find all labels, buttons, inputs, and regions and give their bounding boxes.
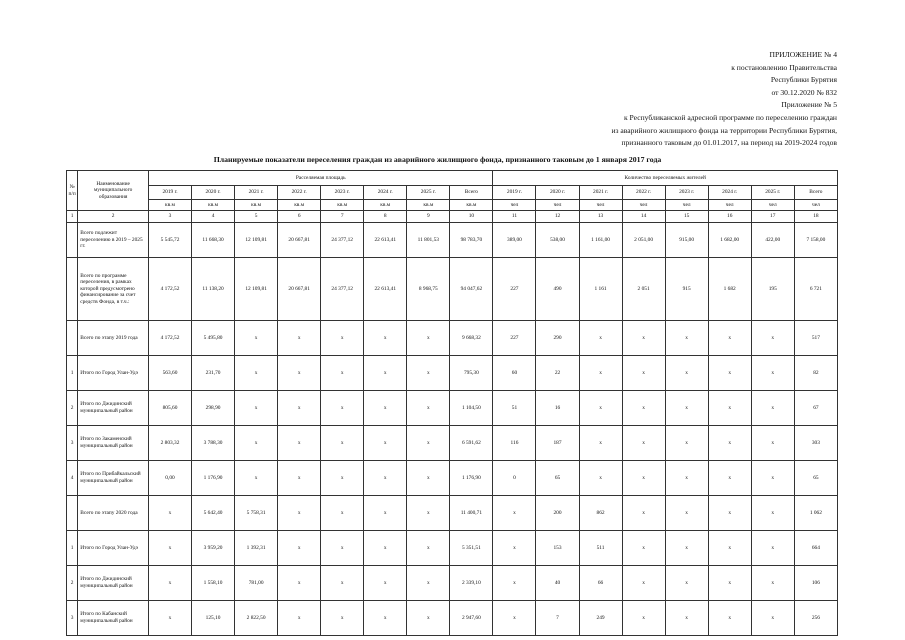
people-value-cell: 1 161 — [579, 258, 622, 321]
header-unit-cell: чел — [493, 200, 536, 211]
header-unit-cell: чел — [622, 200, 665, 211]
header-year-cell: 2021 г. — [235, 186, 278, 200]
people-value-cell: x — [751, 531, 794, 566]
row-name-cell: Итого по Закаменский муниципальный район — [78, 426, 149, 461]
area-value-cell: 11 668,30 — [192, 223, 235, 258]
people-value-cell: x — [579, 391, 622, 426]
header-unit-cell: кв.м — [321, 200, 364, 211]
column-number-cell: 9 — [407, 211, 450, 223]
row-num-cell — [67, 496, 78, 531]
row-num-cell: 2 — [67, 566, 78, 601]
people-value-cell: 82 — [794, 356, 837, 391]
people-value-cell: 195 — [751, 258, 794, 321]
people-value-cell: 664 — [794, 531, 837, 566]
header-year-cell: 2021 г. — [579, 186, 622, 200]
row-name-cell: Итого по Джидинский муниципальный район — [78, 566, 149, 601]
table-row — [67, 426, 838, 461]
people-value-cell: 1 062 — [794, 496, 837, 531]
people-value-cell: x — [622, 496, 665, 531]
people-value-cell: 65 — [536, 461, 579, 496]
header-year-cell: 2022 г. — [278, 186, 321, 200]
people-value-cell: x — [751, 461, 794, 496]
people-value-cell: x — [665, 601, 708, 636]
row-name-cell: Итого по Кабанский муниципальный район — [78, 601, 149, 636]
table-row — [67, 223, 838, 258]
document-title: Планируемые показатели переселения граждан из аварийного жилищного фонда, признанного таковым до 1 января 2017 года — [213, 155, 662, 164]
people-value-cell: 60 — [493, 356, 536, 391]
row-num-cell: 3 — [67, 426, 78, 461]
column-number-cell: 11 — [493, 211, 536, 223]
people-value-cell: 65 — [794, 461, 837, 496]
header-row — [67, 171, 838, 186]
people-value-cell: x — [665, 566, 708, 601]
area-value-cell: x — [278, 601, 321, 636]
header-unit-cell: чел — [794, 200, 837, 211]
column-number-cell: 3 — [149, 211, 192, 223]
people-value-cell: x — [751, 496, 794, 531]
people-value-cell: x — [751, 356, 794, 391]
area-value-cell: x — [407, 601, 450, 636]
area-value-cell: 24 377,12 — [321, 258, 364, 321]
header-year-cell: Всего — [450, 186, 493, 200]
row-num-cell: 4 — [67, 461, 78, 496]
header-years-row — [67, 186, 838, 200]
header-line: к Республиканской адресной программе по переселению граждан — [623, 112, 837, 122]
column-number-cell: 18 — [794, 211, 837, 223]
people-value-cell: x — [579, 321, 622, 356]
people-value-cell: x — [751, 426, 794, 461]
people-value-cell: 22 — [536, 356, 579, 391]
document-header — [457, 49, 837, 150]
people-value-cell: x — [622, 426, 665, 461]
row-num-cell — [67, 258, 78, 321]
area-value-cell: 22 613,41 — [364, 258, 407, 321]
area-value-cell: x — [321, 426, 364, 461]
header-year-cell: 2024 г. — [708, 186, 751, 200]
row-num-cell — [67, 223, 78, 258]
people-value-cell: 422,00 — [751, 223, 794, 258]
area-value-cell: x — [235, 356, 278, 391]
area-value-cell: 5 495,80 — [192, 321, 235, 356]
area-value-cell: 11 400,71 — [450, 496, 493, 531]
area-value-cell: 781,00 — [235, 566, 278, 601]
people-value-cell: x — [751, 601, 794, 636]
people-value-cell: 16 — [536, 391, 579, 426]
area-value-cell: 6 591,62 — [450, 426, 493, 461]
table-row — [67, 258, 838, 321]
area-value-cell: 5 642,40 — [192, 496, 235, 531]
area-value-cell: x — [321, 356, 364, 391]
people-value-cell: 915 — [665, 258, 708, 321]
area-value-cell: x — [278, 566, 321, 601]
area-value-cell: x — [278, 321, 321, 356]
header-unit-cell: кв.м — [235, 200, 278, 211]
column-number-cell: 7 — [321, 211, 364, 223]
header-unit-cell: чел — [751, 200, 794, 211]
header-year-cell: 2024 г. — [364, 186, 407, 200]
area-value-cell: x — [407, 426, 450, 461]
people-value-cell: x — [622, 566, 665, 601]
row-num-cell: 2 — [67, 391, 78, 426]
area-value-cell: x — [407, 321, 450, 356]
area-value-cell: 20 667,81 — [278, 258, 321, 321]
people-value-cell: 200 — [536, 496, 579, 531]
area-value-cell: 805,60 — [149, 391, 192, 426]
people-value-cell: x — [622, 531, 665, 566]
area-value-cell: x — [364, 566, 407, 601]
people-value-cell: 538,00 — [536, 223, 579, 258]
area-value-cell: x — [321, 321, 364, 356]
table-row — [67, 601, 838, 636]
people-value-cell: x — [708, 461, 751, 496]
area-value-cell: 12 109,81 — [235, 258, 278, 321]
people-value-cell: 290 — [536, 321, 579, 356]
column-number-cell: 8 — [364, 211, 407, 223]
people-value-cell: x — [622, 601, 665, 636]
people-value-cell: x — [665, 356, 708, 391]
people-value-cell: 0 — [493, 461, 536, 496]
area-value-cell: 20 667,81 — [278, 223, 321, 258]
area-value-cell: 8 968,75 — [407, 258, 450, 321]
row-name-cell: Итого по Город Улан-Удэ — [78, 356, 149, 391]
column-number-cell: 10 — [450, 211, 493, 223]
people-value-cell: x — [493, 496, 536, 531]
header-year-cell: 2025 г. — [751, 186, 794, 200]
area-value-cell: 2 947,60 — [450, 601, 493, 636]
area-value-cell: x — [407, 391, 450, 426]
area-value-cell: x — [407, 496, 450, 531]
people-value-cell: 40 — [536, 566, 579, 601]
people-value-cell: x — [579, 356, 622, 391]
people-value-cell: 1 682 — [708, 258, 751, 321]
people-value-cell: x — [751, 321, 794, 356]
header-unit-cell: кв.м — [192, 200, 235, 211]
row-num-cell — [67, 321, 78, 356]
area-value-cell: 9 668,32 — [450, 321, 493, 356]
column-number-cell: 2 — [78, 211, 149, 223]
area-value-cell: 3 959,20 — [192, 531, 235, 566]
people-value-cell: 490 — [536, 258, 579, 321]
area-value-cell: 2 822,50 — [235, 601, 278, 636]
area-value-cell: x — [321, 461, 364, 496]
area-value-cell: x — [407, 566, 450, 601]
area-value-cell: x — [321, 531, 364, 566]
area-value-cell: 1 176,90 — [450, 461, 493, 496]
people-value-cell: 7 — [536, 601, 579, 636]
people-value-cell: x — [665, 531, 708, 566]
area-value-cell: 0,00 — [149, 461, 192, 496]
area-value-cell: x — [407, 356, 450, 391]
area-value-cell: 1 176,90 — [192, 461, 235, 496]
area-value-cell: x — [364, 496, 407, 531]
header-year-cell: 2023 г. — [321, 186, 364, 200]
people-value-cell: x — [665, 391, 708, 426]
area-value-cell: x — [321, 496, 364, 531]
row-name-cell: Всего по программе переселения, в рамках которой предусмотрено финансирование за счет средств Фонда, в т.ч.: — [78, 258, 149, 321]
area-value-cell: 94 047,62 — [450, 258, 493, 321]
people-value-cell: x — [708, 321, 751, 356]
column-number-cell: 12 — [536, 211, 579, 223]
area-value-cell: x — [364, 531, 407, 566]
header-name-cell: Наименование муниципального образования — [78, 171, 149, 211]
people-value-cell: 6 721 — [794, 258, 837, 321]
column-number-cell: 13 — [579, 211, 622, 223]
header-unit-cell: кв.м — [450, 200, 493, 211]
people-value-cell: x — [622, 391, 665, 426]
people-value-cell: x — [493, 566, 536, 601]
area-value-cell: 298,90 — [192, 391, 235, 426]
table-row — [67, 566, 838, 601]
people-value-cell: x — [665, 321, 708, 356]
people-value-cell: x — [751, 566, 794, 601]
people-value-cell: 915,00 — [665, 223, 708, 258]
table-row — [67, 461, 838, 496]
header-line: Республики Бурятия — [770, 75, 837, 85]
people-value-cell: 1 161,00 — [579, 223, 622, 258]
people-value-cell: x — [579, 461, 622, 496]
people-value-cell: 303 — [794, 426, 837, 461]
header-year-cell: 2019 г. — [149, 186, 192, 200]
area-value-cell: 1 392,31 — [235, 531, 278, 566]
people-value-cell: x — [493, 601, 536, 636]
people-value-cell: x — [708, 566, 751, 601]
people-value-cell: 511 — [579, 531, 622, 566]
area-value-cell: 1 104,50 — [450, 391, 493, 426]
header-people-group: Количество переселяемых жителей — [493, 171, 838, 186]
people-value-cell: 67 — [794, 391, 837, 426]
people-value-cell: x — [579, 426, 622, 461]
people-value-cell: x — [708, 391, 751, 426]
row-name-cell: Всего подлежит переселению в 2019 – 2025 гг. — [78, 223, 149, 258]
area-value-cell: x — [278, 461, 321, 496]
row-num-cell: 1 — [67, 531, 78, 566]
area-value-cell: 11 801,53 — [407, 223, 450, 258]
header-line: ПРИЛОЖЕНИЕ № 4 — [769, 50, 837, 59]
area-value-cell: x — [278, 531, 321, 566]
table-row — [67, 531, 838, 566]
area-value-cell: x — [149, 566, 192, 601]
area-value-cell: 22 613,41 — [364, 223, 407, 258]
area-value-cell: 11 138,20 — [192, 258, 235, 321]
row-num-cell: 3 — [67, 601, 78, 636]
area-value-cell: 563,60 — [149, 356, 192, 391]
people-value-cell: 2 051,00 — [622, 223, 665, 258]
people-value-cell: x — [708, 426, 751, 461]
area-value-cell: 12 109,81 — [235, 223, 278, 258]
people-value-cell: x — [665, 461, 708, 496]
area-value-cell: x — [321, 566, 364, 601]
header-area-group: Расселяемая площадь — [149, 171, 493, 186]
area-value-cell: 231,70 — [192, 356, 235, 391]
row-name-cell: Всего по этапу 2020 года — [78, 496, 149, 531]
area-value-cell: x — [364, 426, 407, 461]
column-number-cell: 14 — [622, 211, 665, 223]
area-value-cell: x — [278, 426, 321, 461]
people-value-cell: 227 — [493, 321, 536, 356]
people-value-cell: x — [708, 531, 751, 566]
header-year-cell: 2022 г. — [622, 186, 665, 200]
column-number-cell: 6 — [278, 211, 321, 223]
people-value-cell: x — [493, 531, 536, 566]
people-value-cell: 116 — [493, 426, 536, 461]
area-value-cell: x — [364, 321, 407, 356]
column-number-cell: 15 — [665, 211, 708, 223]
column-numbers-row — [67, 211, 838, 223]
people-value-cell: 66 — [579, 566, 622, 601]
area-value-cell: 98 783,70 — [450, 223, 493, 258]
column-number-cell: 1 — [67, 211, 78, 223]
people-value-cell: 2 051 — [622, 258, 665, 321]
people-value-cell: x — [751, 391, 794, 426]
area-value-cell: 24 377,12 — [321, 223, 364, 258]
row-name-cell: Итого по Прибайкальский муниципальный район — [78, 461, 149, 496]
area-value-cell: 125,10 — [192, 601, 235, 636]
area-value-cell: x — [407, 531, 450, 566]
people-value-cell: 106 — [794, 566, 837, 601]
row-name-cell: Всего по этапу 2019 года — [78, 321, 149, 356]
header-unit-cell: чел — [708, 200, 751, 211]
area-value-cell: 4 172,52 — [149, 321, 192, 356]
people-value-cell: 187 — [536, 426, 579, 461]
header-line: из аварийного жилищного фонда на территории Республики Бурятия, — [611, 125, 837, 135]
area-value-cell: 5 758,31 — [235, 496, 278, 531]
table-row — [67, 321, 838, 356]
people-value-cell: x — [622, 321, 665, 356]
people-value-cell: 389,00 — [493, 223, 536, 258]
people-value-cell: x — [665, 496, 708, 531]
header-unit-cell: кв.м — [278, 200, 321, 211]
header-year-cell: 2025 г. — [407, 186, 450, 200]
area-value-cell: x — [364, 601, 407, 636]
header-unit-cell: кв.м — [407, 200, 450, 211]
people-value-cell: x — [665, 426, 708, 461]
area-value-cell: 5 545,72 — [149, 223, 192, 258]
people-value-cell: x — [622, 461, 665, 496]
people-value-cell: x — [708, 601, 751, 636]
area-value-cell: x — [407, 461, 450, 496]
area-value-cell: 1 558,10 — [192, 566, 235, 601]
header-num-cell: № п/п — [67, 171, 78, 211]
people-value-cell: 517 — [794, 321, 837, 356]
table-row — [67, 496, 838, 531]
area-value-cell: x — [364, 461, 407, 496]
area-value-cell: x — [149, 531, 192, 566]
people-value-cell: 153 — [536, 531, 579, 566]
header-line: к постановлению Правительства — [731, 62, 837, 72]
area-value-cell: 2 339,10 — [450, 566, 493, 601]
people-value-cell: 7 158,00 — [794, 223, 837, 258]
header-year-cell: Всего — [794, 186, 837, 200]
area-value-cell: x — [321, 601, 364, 636]
column-number-cell: 4 — [192, 211, 235, 223]
area-value-cell: x — [278, 391, 321, 426]
header-year-cell: 2019 г. — [493, 186, 536, 200]
area-value-cell: x — [235, 391, 278, 426]
header-year-cell: 2020 г. — [192, 186, 235, 200]
area-value-cell: 4 172,52 — [149, 258, 192, 321]
column-number-cell: 5 — [235, 211, 278, 223]
header-unit-cell: кв.м — [149, 200, 192, 211]
area-value-cell: x — [364, 391, 407, 426]
area-value-cell: x — [149, 496, 192, 531]
header-unit-cell: кв.м — [364, 200, 407, 211]
area-value-cell: 795,30 — [450, 356, 493, 391]
people-value-cell: x — [622, 356, 665, 391]
header-line: Приложение № 5 — [781, 100, 837, 110]
table-row — [67, 391, 838, 426]
header-year-cell: 2023 г. — [665, 186, 708, 200]
people-value-cell: 1 682,00 — [708, 223, 751, 258]
people-value-cell: 862 — [579, 496, 622, 531]
area-value-cell: x — [278, 356, 321, 391]
row-name-cell: Итого по Город Улан-Удэ — [78, 531, 149, 566]
column-number-cell: 17 — [751, 211, 794, 223]
people-value-cell: 227 — [493, 258, 536, 321]
table-row — [67, 356, 838, 391]
header-unit-cell: чел — [665, 200, 708, 211]
area-value-cell: x — [235, 461, 278, 496]
people-value-cell: 256 — [794, 601, 837, 636]
header-line: признанного таковым до 01.01.2017, на период на 2019-2024 годов — [621, 138, 837, 148]
header-year-cell: 2020 г. — [536, 186, 579, 200]
area-value-cell: x — [235, 321, 278, 356]
people-value-cell: x — [708, 356, 751, 391]
header-unit-cell: чел — [536, 200, 579, 211]
people-value-cell: 249 — [579, 601, 622, 636]
row-name-cell: Итого по Джидинский муниципальный район — [78, 391, 149, 426]
area-value-cell: x — [235, 426, 278, 461]
people-value-cell: 51 — [493, 391, 536, 426]
area-value-cell: x — [321, 391, 364, 426]
header-unit-cell: чел — [579, 200, 622, 211]
row-num-cell: 1 — [67, 356, 78, 391]
area-value-cell: x — [364, 356, 407, 391]
people-value-cell: x — [708, 496, 751, 531]
area-value-cell: x — [278, 496, 321, 531]
column-number-cell: 16 — [708, 211, 751, 223]
area-value-cell: x — [149, 601, 192, 636]
area-value-cell: 5 351,51 — [450, 531, 493, 566]
resettlement-table — [66, 170, 838, 636]
header-line: от 30.12.2020 № 832 — [771, 87, 837, 97]
area-value-cell: 2 803,32 — [149, 426, 192, 461]
header-units-row — [67, 200, 838, 211]
area-value-cell: 3 788,30 — [192, 426, 235, 461]
